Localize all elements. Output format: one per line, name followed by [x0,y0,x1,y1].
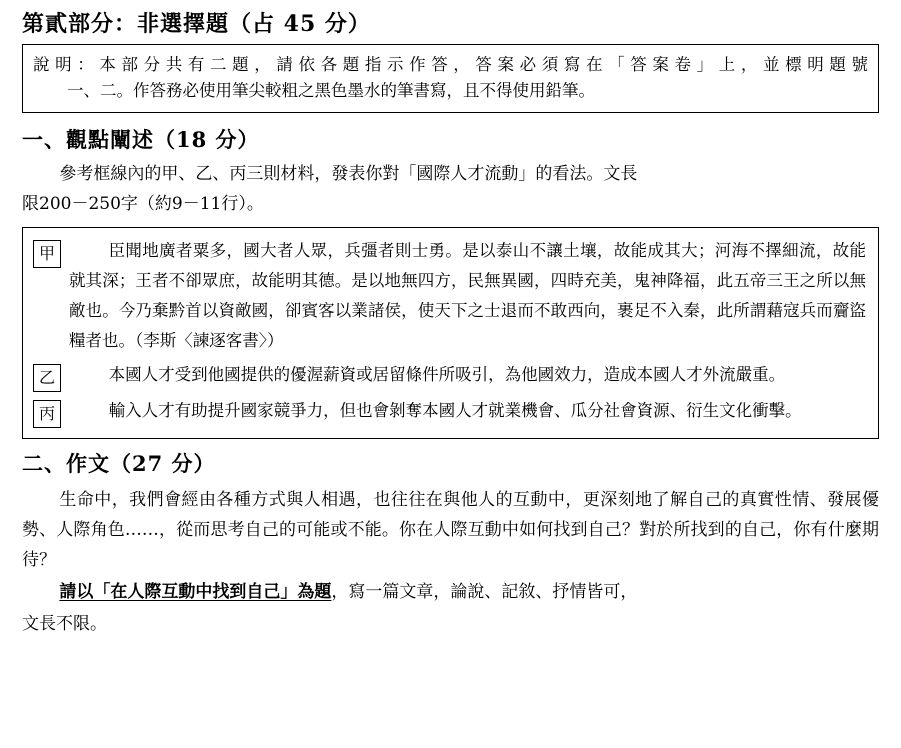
question-2-paragraph: 生命中，我們會經由各種方式與人相遇，也往往在與他人的互動中，更深刻地了解自己的真實性情、發展優勢、人際角色……，從而思考自己的可能或不能。你在人際互動中如何找到自己？對於所找到的自己，你有什麼期待？ [22,490,879,570]
material-text-bing: 輸入人才有助提升國家競爭力，但也會剝奪本國人才就業機會、瓜分社會資源、衍生文化衝擊。 [108,401,802,420]
essay-instruction-rest: ，寫一篇文章，論說、記敘、抒情皆可， [331,582,638,602]
question-1-prompt-line-2: 限200－250字（約9－11行）。 [22,194,264,214]
question-1-prompt-line-1: 參考框線內的甲、乙、丙三則材料，發表你對「國際人才流動」的看法。文長 [59,164,638,184]
question-2-final-instruction-line-2: 文長不限。 [22,614,107,634]
material-label-bing: 丙 [33,400,61,428]
material-label-jia: 甲 [33,240,61,268]
material-label-yi: 乙 [33,364,61,392]
material-row [31,360,866,392]
question-2-heading: 二、作文（27 分） [22,451,216,476]
material-row [31,236,866,356]
instruction-line-1: 說明：本部分共有二題，請依各題指示作答，答案必須寫在「答案卷」上，並標明題號 [33,55,868,74]
instruction-box [22,44,879,113]
materials-box [22,227,879,439]
part-title: 第貳部分：非選擇題（占 45 分） [22,11,371,37]
question-2-final-instruction [22,577,879,607]
material-text-jia: 臣聞地廣者粟多，國大者人眾，兵彊者則士勇。是以泰山不讓土壤，故能成其大；河海不擇細流，故能就其深；王者不卻眾庶，故能明其德。是以地無四方，民無異國，四時充美，鬼神降福，此五帝三王之所以無敵也。今乃棄黔首以資敵國，卻賓客以業諸侯，使天下之士退而不敢西向，裹足不入秦，此所謂藉寇兵而齎盜糧者也。（李斯〈諫逐客書〉） [69,241,866,350]
question-2-body [22,485,879,639]
instruction-line-2: 一、二。作答務必使用筆尖較粗之黑色墨水的筆書寫，且不得使用鉛筆。 [67,81,595,100]
material-text-yi: 本國人才受到他國提供的優渥薪資或居留條件所吸引，為他國效力，造成本國人才外流嚴重。 [108,365,786,384]
essay-title-underlined: 請以「在人際互動中找到自己」為題 [59,582,332,602]
question-1-heading: 一、觀點闡述（18 分） [22,127,260,152]
material-row [31,396,866,428]
